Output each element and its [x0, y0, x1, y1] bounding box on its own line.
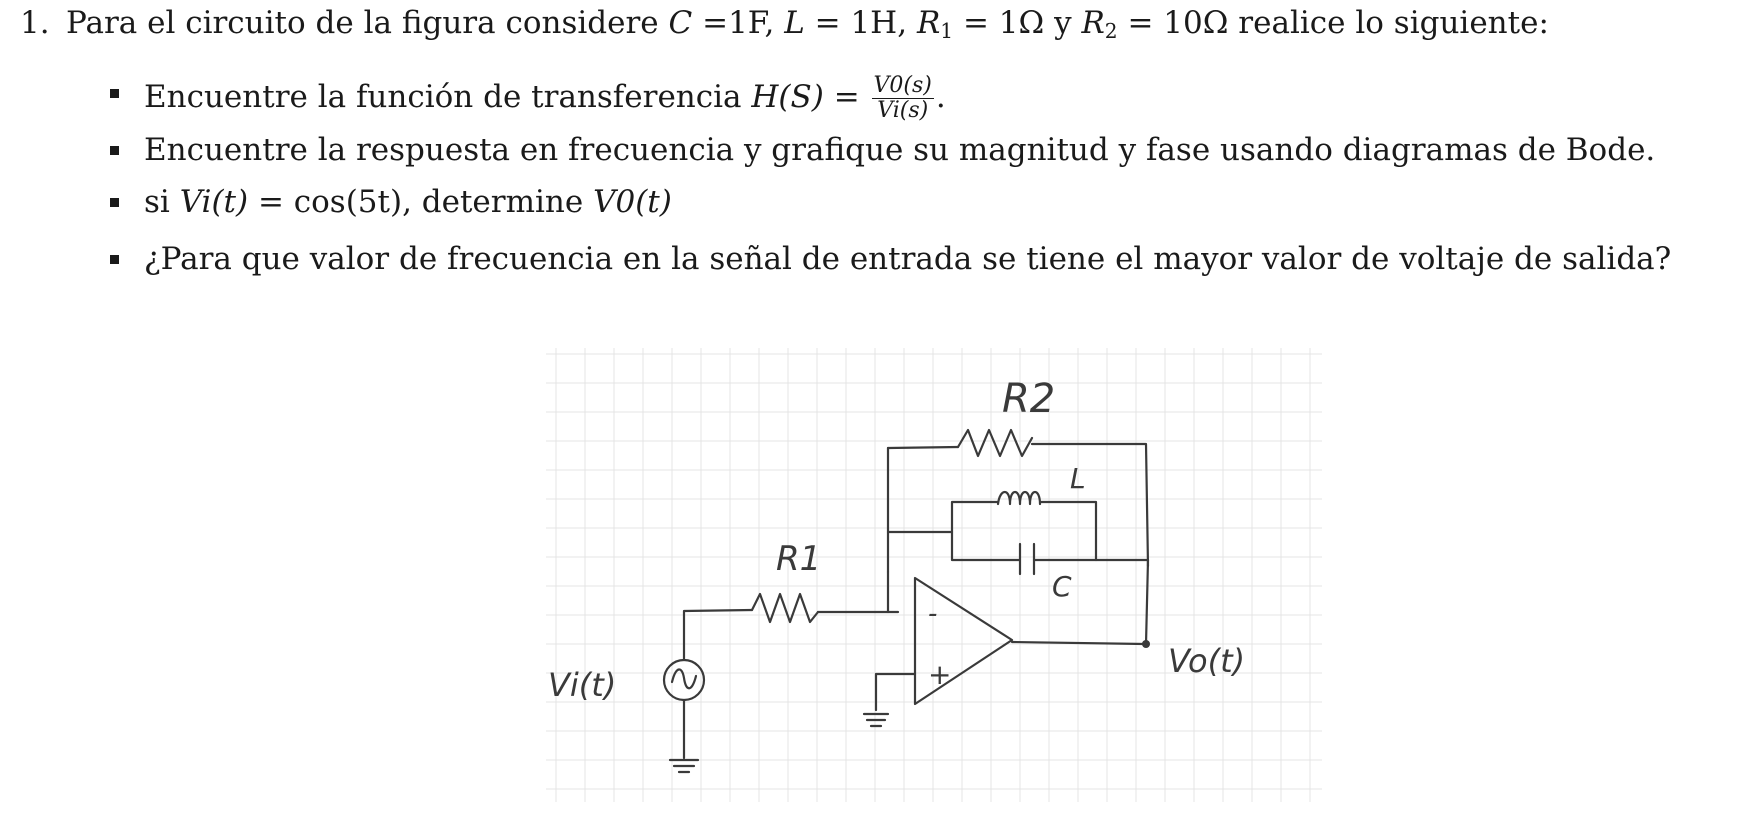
h-argument: (S) — [778, 79, 824, 115]
intro-text: Para el circuito de la figura considere — [66, 5, 669, 41]
r2-resistor — [958, 430, 1032, 456]
c-value: =1F, — [692, 5, 785, 41]
c-symbol: C — [668, 5, 693, 41]
task-item-bode — [110, 131, 1730, 169]
l-symbol: L — [784, 5, 805, 41]
ground-source — [670, 760, 698, 772]
r2-wire-top-left — [888, 447, 958, 448]
label-r2: R2 — [1002, 376, 1056, 422]
l-value: = 1H, — [804, 5, 917, 41]
feedback-to-output — [1146, 560, 1148, 644]
h-symbol: H — [751, 79, 779, 115]
task-1-text: Encuentre la función de transferencia — [144, 79, 752, 115]
task-item-transfer-function — [110, 74, 1730, 123]
task-3-prefix: si — [144, 184, 180, 220]
vi-expression: Vi(t) — [179, 184, 249, 220]
label-plus: + — [928, 658, 952, 691]
r1-resistor — [752, 594, 818, 622]
label-r1: R1 — [776, 539, 822, 579]
noninverting-wire — [876, 674, 915, 710]
transfer-fraction — [872, 74, 934, 123]
inductor — [998, 492, 1040, 504]
task-item-max-frequency — [110, 240, 1730, 278]
label-l: L — [1070, 462, 1086, 495]
task-4-text: ¿Para que valor de frecuencia en la señal de entrada se tiene el mayor valor de voltaje de salida? — [144, 241, 1672, 277]
output-node — [1142, 640, 1150, 648]
grid-background — [546, 348, 1322, 802]
problem-number: 1. — [20, 5, 50, 41]
circuit-diagram — [546, 348, 1322, 802]
ground-op-amp — [864, 714, 888, 726]
label-c: C — [1052, 570, 1072, 603]
capacitor — [1020, 544, 1034, 574]
r2-value: = 10Ω realice lo siguiente: — [1117, 5, 1549, 41]
task-3-middle: = cos(5t), determine — [248, 184, 594, 220]
r2-symbol: R — [1081, 5, 1105, 41]
r1-subscript: 1 — [940, 19, 954, 44]
task-2-text: Encuentre la respuesta en frecuencia y grafique su magnitud y fase usando diagramas de Bode. — [144, 132, 1656, 168]
label-vo: Vo(t) — [1168, 642, 1246, 680]
source-wave — [672, 669, 696, 688]
task-list — [110, 72, 1730, 278]
r1-symbol: R — [916, 5, 941, 41]
equals-sign: = — [823, 79, 870, 115]
label-vi: Vi(t) — [548, 666, 617, 704]
source-wire-up — [684, 610, 752, 660]
r1-value: = 1Ω y — [953, 5, 1082, 41]
r2-subscript: 2 — [1104, 19, 1118, 44]
label-minus: - — [928, 599, 938, 629]
fraction-numerator: V0(s) — [873, 73, 932, 98]
problem-statement — [20, 4, 1730, 42]
l-wire-right — [1040, 502, 1096, 560]
circuit-figure — [546, 348, 1322, 802]
vo-expression: V0(t) — [593, 184, 672, 220]
task-1-period: . — [935, 79, 946, 115]
task-item-output-voltage — [110, 183, 1730, 221]
fraction-denominator: Vi(s) — [877, 98, 929, 123]
